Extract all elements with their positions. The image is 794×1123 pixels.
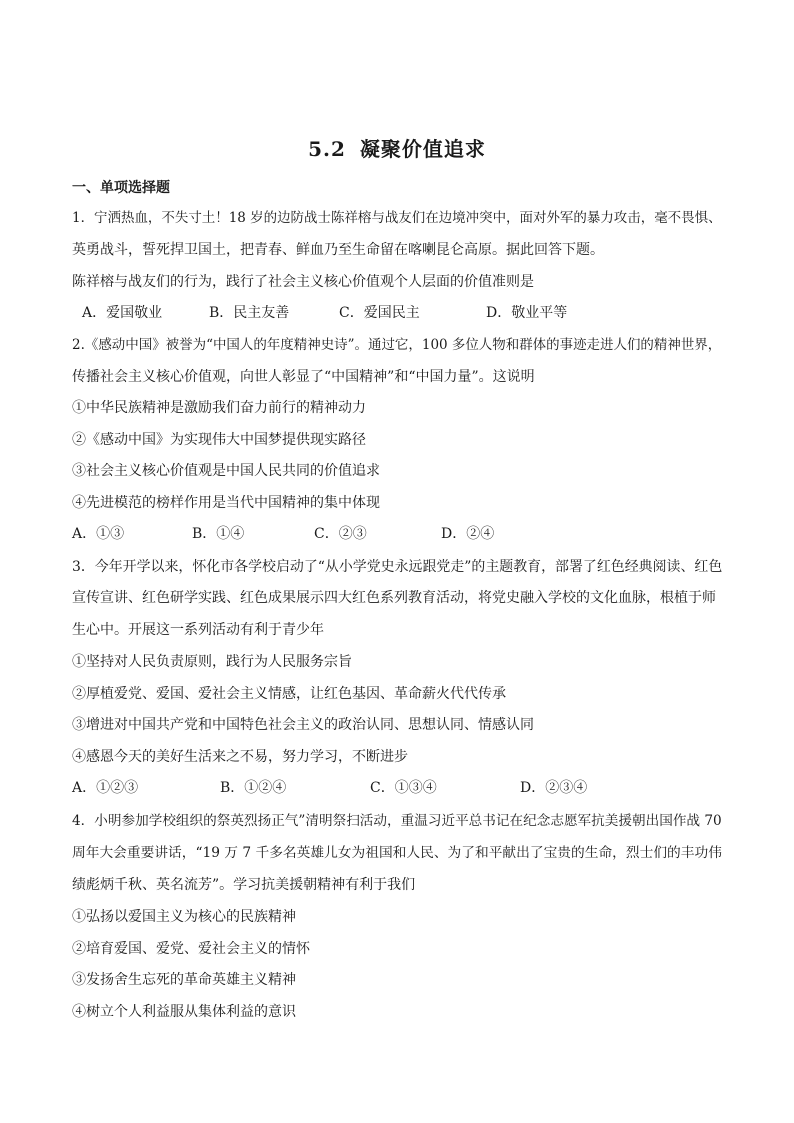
q3-stem-line1: 3．今年开学以来，怀化市各学校启动了“从小学党史永远跟党走”的主题教育，部署了红色经典阅读、红色 [72, 559, 723, 575]
q4-stem-line1: 4．小明参加学校组织的祭英烈扬正气”清明祭扫活动，重温习近平总书记在纪念志愿军抗美援朝出国作战 70 [72, 813, 722, 829]
q2-option-b: B．①④ [192, 526, 245, 542]
q4-statement-4: ④树立个人利益服从集体利益的意识 [72, 1004, 296, 1020]
q4-statement-3: ③发扬舍生忘死的革命英雄主义精神 [72, 972, 296, 988]
q3-stem-line2: 宣传宣讲、红色研学实践、红色成果展示四大红色系列教育活动，将党史融入学校的文化血脉，根植于师 [72, 590, 716, 606]
q4-stem-line2: 周年大会重要讲话，“19 万 7 千多名英雄儿女为祖国和人民、为了和平献出了宝贵的生命，烈士们的丰功伟 [72, 845, 722, 861]
q3-option-c: C．①③④ [370, 780, 437, 796]
title-number: 5.2 [308, 137, 346, 161]
q3-stem-line3: 生心中。开展这一系列活动有利于青少年 [72, 622, 324, 638]
q2-statement-1: ①中华民族精神是激励我们奋力前行的精神动力 [72, 400, 366, 416]
q2-statement-3: ③社会主义核心价值观是中国人民共同的价值追求 [72, 463, 380, 479]
q2-option-a: A．①③ [72, 526, 125, 542]
q3-statement-2: ②厚植爱党、爱国、爱社会主义情感，让红色基因、革命薪火代代传承 [72, 686, 506, 702]
q1-option-d: D．敬业平等 [486, 305, 568, 321]
q1-option-b: B．民主友善 [209, 305, 290, 321]
q4-statement-2: ②培育爱国、爱党、爱社会主义的情怀 [72, 941, 310, 957]
section-heading: 一、单项选择题 [72, 180, 170, 196]
q3-option-d: D．②③④ [520, 780, 588, 796]
q1-stem-line1: 1．宁洒热血，不失寸土！18 岁的边防战士陈祥榕与战友们在边境冲突中，面对外军的暴力攻击，毫不畏惧、 [72, 210, 722, 226]
q1-stem-line3: 陈祥榕与战友们的行为，践行了社会主义核心价值观个人层面的价值准则是 [72, 274, 534, 290]
q2-option-d: D．②④ [441, 526, 495, 542]
q2-statement-4: ④先进模范的榜样作用是当代中国精神的集中体现 [72, 495, 380, 511]
q3-option-a: A．①②③ [72, 780, 139, 796]
title-text: 凝聚价值追求 [359, 137, 486, 161]
q2-stem-line2: 传播社会主义核心价值观，向世人彰显了“中国精神”和“中国力量”。这说明 [72, 369, 535, 385]
q3-statement-4: ④感恩今天的美好生活来之不易，努力学习，不断进步 [72, 749, 408, 765]
q3-statement-1: ①坚持对人民负责原则，践行为人民服务宗旨 [72, 654, 352, 670]
q3-option-b: B．①②④ [220, 780, 287, 796]
q1-option-a: A．爱国敬业 [82, 305, 163, 321]
q1-option-c: C．爱国民主 [339, 305, 420, 321]
q2-option-c: C．②③ [314, 526, 367, 542]
page-title [0, 133, 794, 162]
q3-statement-3: ③增进对中国共产党和中国特色社会主义的政治认同、思想认同、情感认同 [72, 717, 534, 733]
q2-stem-line1: 2.《感动中国》被誉为“中国人的年度精神史诗”。通过它，100 多位人物和群体的事迹走进人们的精神世界， [72, 337, 722, 353]
q1-stem-line2: 英勇战斗，誓死捍卫国土，把青春、鲜血乃至生命留在喀喇昆仑高原。据此回答下题。 [72, 242, 604, 258]
q4-statement-1: ①弘扬以爱国主义为核心的民族精神 [72, 909, 296, 925]
q2-statement-2: ②《感动中国》为实现伟大中国梦提供现实路径 [72, 432, 366, 448]
q4-stem-line3: 绩彪炳千秋、英名流芳”。学习抗美援朝精神有利于我们 [72, 877, 416, 893]
